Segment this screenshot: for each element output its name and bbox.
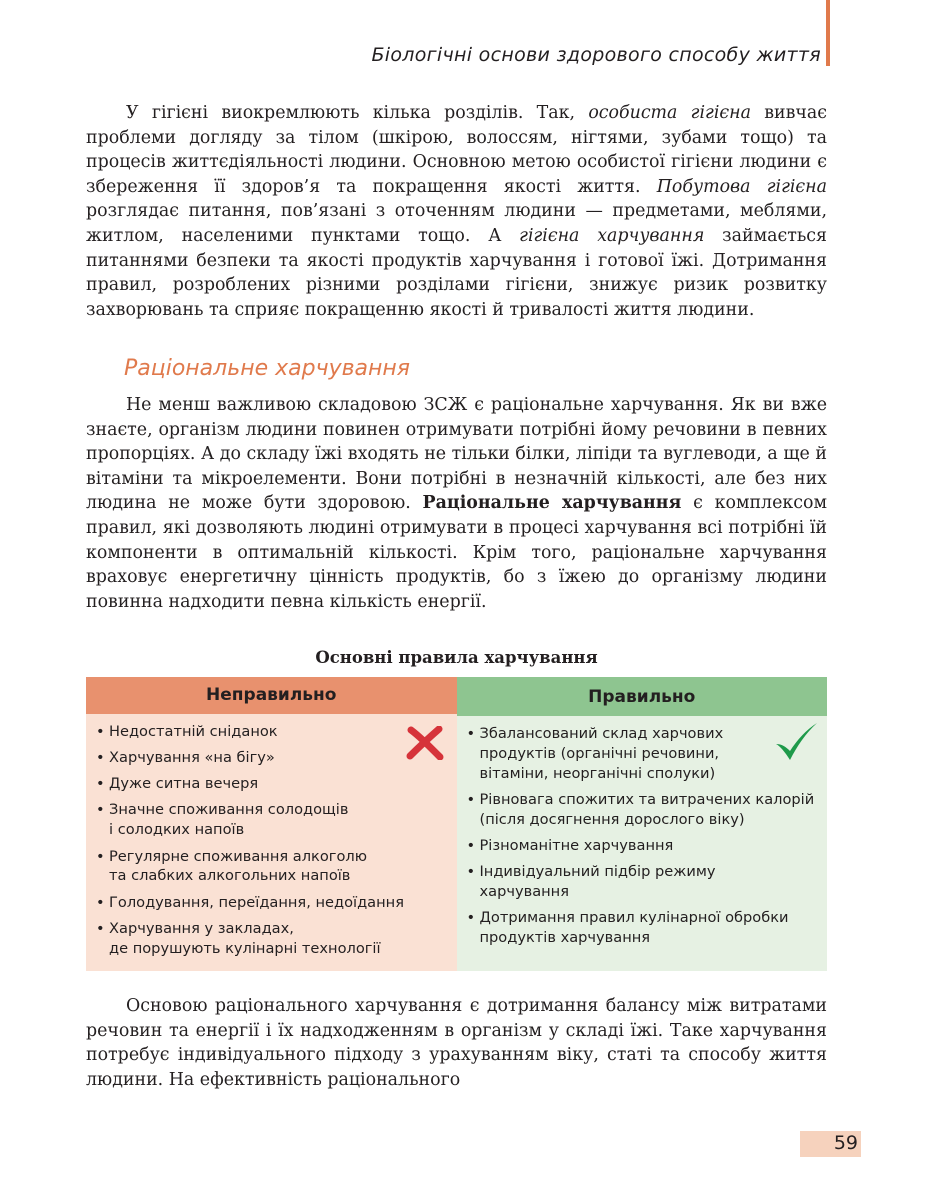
- paragraph-rational-nutrition: Не менш важливою складовою ЗСЖ є раціональне харчування. Як ви вже знаєте, організм людини повинен отримувати потрібні йому речовини в певних пропорціях. А до складу їжі входять не тільки білки, ліпіди та вуглеводи, а ще й вітаміни та мікроелементи. Вони потрібні в незначній кількості, але без них людина не може бути здоровою. Раціональне харчування є комплексом правил, які дозволяють людині отримувати в процесі харчування всі потрібні їй компоненти в оптимальній кількості. Крім того, раціональне харчування враховує енергетичну цінність продуктів, бо з їжею до організму людини повинна надходити певна кількість енергії.: [86, 395, 828, 612]
- column-right: [457, 677, 828, 971]
- table-caption: Основні правила харчування: [315, 648, 598, 667]
- term-personal-hygiene: особиста гігієна: [588, 103, 751, 123]
- rule-item: • Недостатній сніданок: [96, 722, 447, 742]
- checkmark-icon: [773, 720, 819, 766]
- paragraph-hygiene: У гігієні виокремлюють кілька розділів. Так, особиста гігієна вивчає проблеми догляду за тілом (шкірою, волоссям, нігтями, зубами тощо) та процесів життєдіяльності людини. Основною метою особистої гігієни людини є збереження її здоров’я та покращення якості життя. Побутова гігієна розглядає питання, пов’язані з оточенням людини — предметами, меблями, житлом, населеними пунктами тощо. А гігієна харчування займається питаннями безпеки та якості продуктів харчування і готової їжі. Дотримання правил, розроблених різними розділами гігієни, знижує ризик розвитку захворювань та сприяє покращенню якості й тривалості життя людини.: [86, 103, 828, 320]
- rule-item: • Збалансований склад харчових продуктів (органічні речовини, вітаміни, неорганічні сполуки): [467, 724, 818, 783]
- paragraph-balance: Основою раціонального харчування є дотримання балансу між витратами речовин та енергії і їх надходженням в організм у складі їжі. Таке харчування потребує індивідуального підходу з урахуванням віку, статі та способу життя людини. На ефективність раціонального: [86, 996, 827, 1090]
- rule-item: • Рівновага спожитих та витрачених калорій (після досягнення дорослого віку): [467, 790, 818, 830]
- rule-item: • Регулярне споживання алкоголю та слабких алкогольних напоїв: [96, 847, 447, 887]
- rule-item: • Різноманітне харчування: [467, 836, 818, 856]
- rule-item: • Голодування, переїдання, недоїдання: [96, 893, 447, 913]
- header-accent-rule: [826, 0, 830, 66]
- term-food-hygiene: гігієна харчування: [519, 225, 705, 246]
- column-wrong-body: [86, 714, 457, 971]
- rule-item: • Значне споживання солодощів і солодких напоїв: [96, 800, 447, 840]
- term-household-hygiene: Побутова гігієна: [656, 176, 827, 197]
- rule-item: • Дуже ситна вечеря: [96, 774, 447, 794]
- section-title: Раціональне харчування: [124, 356, 411, 381]
- cross-icon: [405, 726, 445, 760]
- page-number: 59: [833, 1132, 858, 1154]
- rule-item: • Харчування у закладах, де порушують кулінарні технології: [96, 919, 447, 959]
- nutrition-rules-table: [86, 677, 827, 971]
- column-right-body: [457, 716, 828, 971]
- column-wrong: [86, 677, 457, 971]
- rule-item: • Дотримання правил кулінарної обробки продуктів харчування: [467, 908, 818, 948]
- term-rational-nutrition: Раціональне харчування: [422, 493, 682, 514]
- wrong-rules-list: [96, 722, 447, 959]
- right-rules-list: [467, 724, 818, 948]
- column-wrong-heading: Неправильно: [86, 677, 457, 714]
- rule-item: • Індивідуальний підбір режиму харчування: [467, 862, 818, 902]
- running-header: Біологічні основи здорового способу життя: [371, 44, 821, 66]
- rule-item: • Харчування «на бігу»: [96, 748, 447, 768]
- column-right-heading: Правильно: [457, 677, 828, 716]
